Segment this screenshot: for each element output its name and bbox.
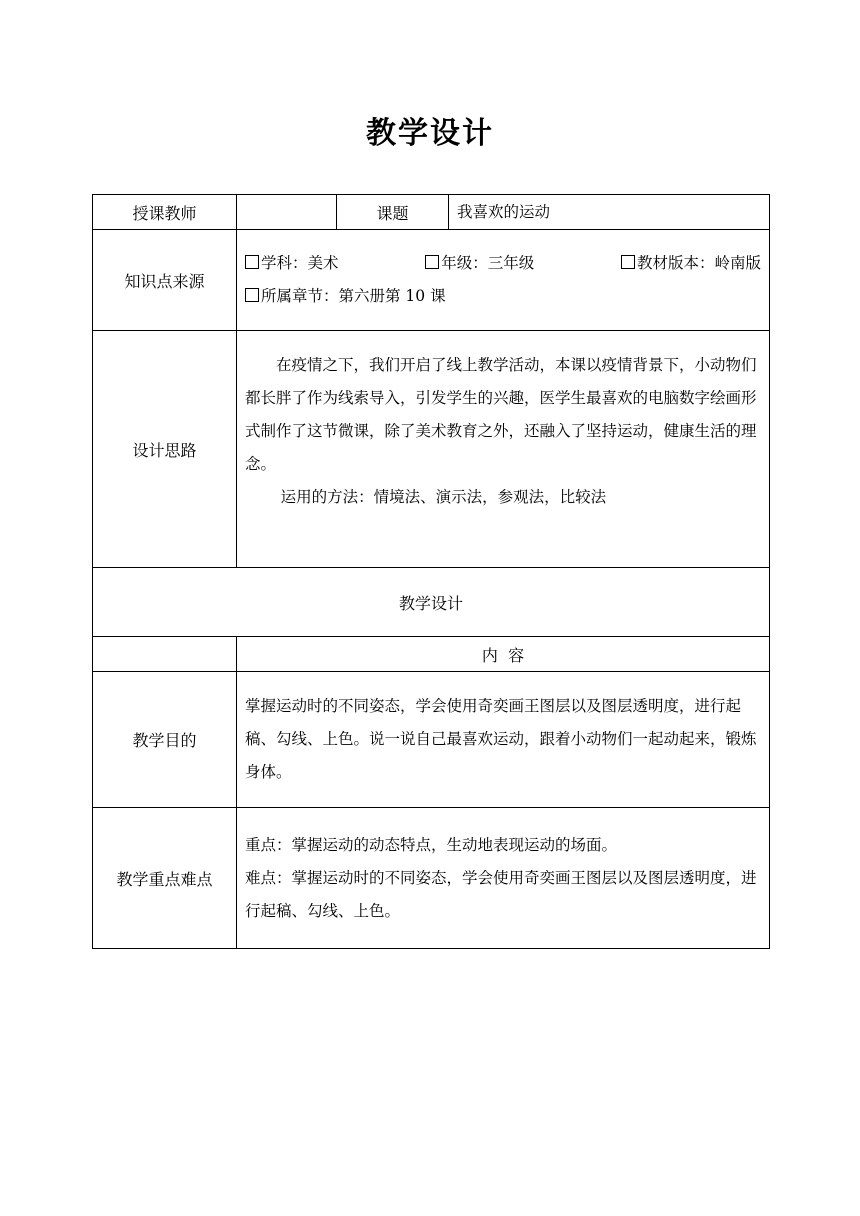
checkbox-icon — [425, 255, 439, 269]
topic-label: 课题 — [337, 195, 449, 230]
content-header: 内 容 — [237, 637, 770, 672]
section-title-row — [93, 568, 770, 637]
design-idea-paragraph-1: 在疫情之下，我们开启了线上教学活动，本课以疫情背景下，小动物们都长胖了作为线索导入，引发学生的兴趣，医学生最喜欢的电脑数字绘画形式制作了这节微课，除了美术教育之外，还融入了坚持运动，健康生活的理念。 — [245, 356, 757, 473]
objective-text: 掌握运动时的不同姿态，学会使用奇奕画王图层以及图层透明度，进行起稿、勾线、上色。说一说自己最喜欢运动，跟着小动物们一起动起来，锻炼身体。 — [237, 672, 770, 808]
design-idea-content — [237, 331, 770, 568]
header-row — [93, 195, 770, 230]
checkbox-icon — [621, 255, 635, 269]
chapter-option: 所属章节：第六册第 10 课 — [245, 280, 761, 313]
objective-row — [93, 672, 770, 808]
section-title: 教学设计 — [93, 568, 770, 637]
grade-option: 年级：三年级 — [425, 247, 534, 280]
textbook-option: 教材版本：岭南版 — [621, 247, 761, 280]
design-idea-row — [93, 331, 770, 568]
key-points-row — [93, 808, 770, 949]
topic-value: 我喜欢的运动 — [449, 195, 770, 230]
source-label: 知识点来源 — [93, 230, 237, 331]
content-header-row — [93, 637, 770, 672]
design-idea-paragraph-2: 运用的方法：情境法、演示法，参观法，比较法 — [280, 488, 607, 506]
source-row — [93, 230, 770, 331]
checkbox-icon — [245, 288, 259, 302]
checkbox-icon — [245, 255, 259, 269]
design-idea-label: 设计思路 — [93, 331, 237, 568]
key-point-text: 重点：掌握运动的动态特点，生动地表现运动的场面。 — [245, 835, 618, 854]
document-title: 教学设计 — [366, 116, 494, 151]
teacher-label: 授课教师 — [93, 195, 237, 230]
source-content — [237, 230, 770, 331]
key-points-content — [237, 808, 770, 949]
content-header-empty — [93, 637, 237, 672]
teacher-value — [237, 195, 337, 230]
lesson-plan-table — [92, 194, 770, 949]
difficulty-text: 难点：掌握运动时的不同姿态，学会使用奇奕画王图层以及图层透明度，进行起稿、勾线、上色。 — [245, 868, 757, 920]
objective-label: 教学目的 — [93, 672, 237, 808]
key-points-label: 教学重点难点 — [93, 808, 237, 949]
subject-option: 学科：美术 — [245, 247, 339, 280]
